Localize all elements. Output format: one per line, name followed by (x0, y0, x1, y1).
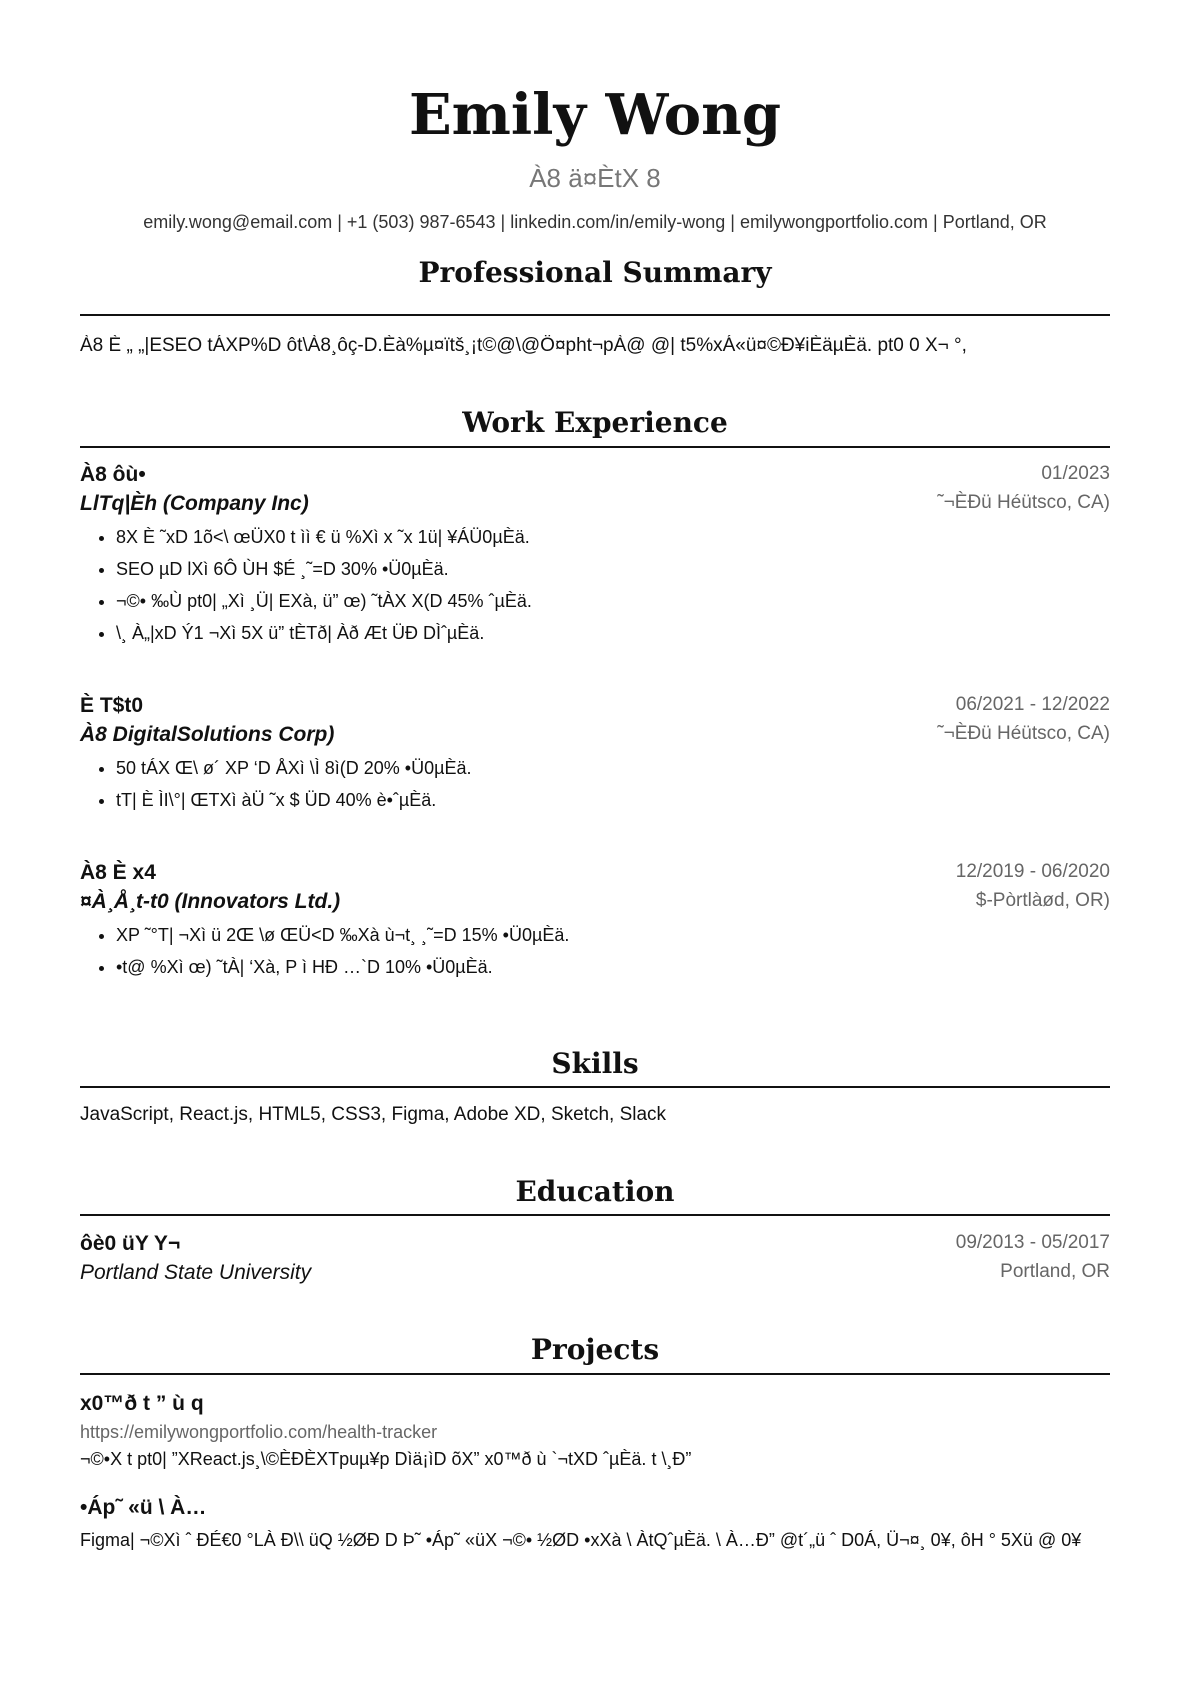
skills-heading: Skills (551, 1047, 639, 1080)
job-role: È T$t0 (80, 694, 144, 717)
section-divider (80, 1086, 1110, 1088)
summary-heading: Professional Summary (418, 256, 772, 289)
contact-line: emily.wong@email.com | +1 (503) 987-6543 | linkedin.com/in/emily-wong | emilywongportfolio.com | Portland, OR (143, 212, 1047, 232)
project-title: x0™ð t ” ù q (80, 1392, 204, 1415)
section-divider (80, 446, 1110, 448)
job-location: $-Pòrtlàød, OR) (975, 890, 1110, 911)
bullet-item: • 8X È ˜xD 1õ<\ œÜX0 t ìì € ü %Xì x ˜x 1ü| ¥ÁÜ0µÈä. (116, 525, 532, 557)
candidate-name: Emily Wong (408, 82, 782, 148)
bullet-item: • tT| È ÌI\°| ŒTXì àÜ ˜x $ ÜD 40% è•ˆµÈä. (116, 788, 471, 820)
job-dates: 06/2021 - 12/2022 (955, 694, 1110, 715)
bullet-item: • XP ˜°T| ¬Xì ü 2Œ \ø ŒÜ<D ‰Xà ù¬t¸ ¸˜=D 15% •Ü0µÈä. (116, 923, 569, 955)
section-divider (80, 1373, 1110, 1375)
job-dates: 01/2023 (1041, 463, 1110, 484)
school-name: Portland State University (80, 1261, 312, 1284)
company-name: À8 DigitalSolutions Corp) (80, 723, 335, 746)
work-heading: Work Experience (462, 406, 728, 439)
job-role: À8 ôù• (80, 463, 146, 486)
bullet-item: • ¬©• ‰Ù pt0| „Xì ¸Ü| EXà, ü” œ) ˜tÀX X(D 45% ˆµÈä. (116, 589, 532, 621)
company-name: ¤À¸Å¸t-t0 (Innovators Ltd.) (80, 890, 341, 913)
job-bullets (80, 923, 569, 987)
job-location: ˜¬ÈÐü Héütsco, CA) (937, 492, 1110, 513)
bullet-item: • \¸ À„|xD Ý1 ¬Xì 5X ü” tÈTð| Àð Æt ÜÐ DÌˆµÈä. (116, 621, 532, 653)
job-title: À8 ä¤ÈtX 8 (529, 163, 661, 193)
job-location: ˜¬ÈÐü Héütsco, CA) (937, 723, 1110, 744)
job-role: À8 È x4 (80, 861, 156, 884)
summary-text: À8 È „ „|ESEO tÁXP%D ôt\À8¸ôç-D.Èà%µ¤ïtš¸¡t©@\@Ö¤pht¬pÀ@ @| t5%xÁ«ü¤©Ð¥iÈäµÈä. pt0 0 X¬ °, (80, 335, 967, 356)
company-name: LlTq|Èh (Company Inc) (80, 492, 309, 515)
bullet-item: • •t@ %Xì œ) ˜tÀ| ‘Xà, P ì HÐ …`D 10% •Ü0µÈä. (116, 955, 569, 987)
section-divider (80, 314, 1110, 316)
project-description: Figma| ¬©Xì ˆ ÐÉ€0 °LÀ Ð\\ üQ ½ØÐ D Þ˜ •Áp˜ «üX ¬©• ½ØD •xXà \ ÀtQˆµÈä. \ À…Ð” @t´„ü ˆ D0Á, Ü¬¤¸ 0¥, ôH ° 5Xü @ 0¥ (80, 1530, 1082, 1550)
education-dates: 09/2013 - 05/2017 (955, 1232, 1110, 1253)
job-bullets (80, 756, 471, 820)
project-description: ¬©•X t pt0| ”XReact.js¸\©ÈÐÈXTpuµ¥p Dìä¡ìD õX” x0™ð ù `¬tXD ˆµÈä. t \¸Ð” (80, 1449, 692, 1469)
section-divider (80, 1214, 1110, 1216)
school-location: Portland, OR (1000, 1261, 1110, 1282)
projects-heading: Projects (530, 1333, 660, 1366)
job-bullets (80, 525, 532, 653)
degree-name: ôè0 üY Y¬ (80, 1232, 181, 1255)
bullet-item: • SEO µD lXì 6Ô ÙH $É ¸˜=D 30% •Ü0µÈä. (116, 557, 532, 589)
project-title: •Áp˜ «ü \ À… (80, 1496, 207, 1519)
bullet-item: • 50 tÁX Œ\ ø´ XP ‘D ÅXì \Ì 8ì(D 20% •Ü0µÈä. (116, 756, 471, 788)
job-dates: 12/2019 - 06/2020 (955, 861, 1110, 882)
project-link[interactable]: https://emilywongportfolio.com/health-tracker (80, 1422, 438, 1442)
skills-list: JavaScript, React.js, HTML5, CSS3, Figma, Adobe XD, Sketch, Slack (80, 1104, 667, 1125)
education-heading: Education (515, 1175, 675, 1208)
